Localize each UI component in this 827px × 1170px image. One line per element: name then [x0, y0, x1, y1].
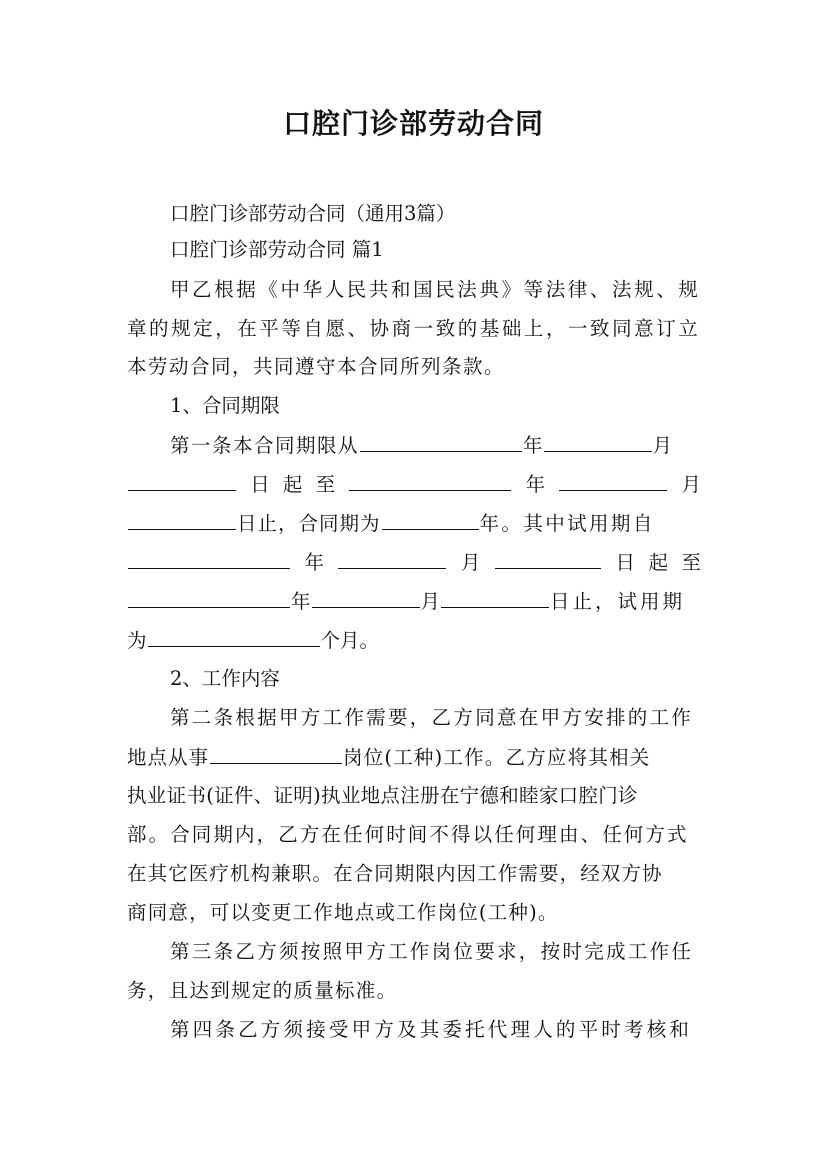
blank-start-month — [544, 427, 652, 452]
blank-end-year — [349, 466, 511, 491]
article-1-text: 日 — [250, 473, 270, 496]
blank-trial-start-day — [495, 544, 601, 569]
article-1-line-4 — [127, 544, 701, 581]
article-1-line-1 — [170, 427, 701, 464]
article-1-text: 起 — [648, 551, 668, 574]
article-1-line-6 — [127, 622, 701, 659]
blank-trial-end-year — [128, 583, 290, 608]
intro-text-1: 甲乙根据《中华人民共和国民法典》等法律、法规、规 — [170, 278, 701, 301]
article-1-text: 日止，合同期为 — [237, 512, 381, 535]
blank-trial-months — [148, 622, 320, 647]
article-2-line-3: 执业证书(证件、证明)执业地点注册在宁德和睦家口腔门诊 — [127, 784, 638, 807]
article-2-line-5: 在其它医疗机构兼职。在合同期限内因工作需要，经双方协 — [127, 862, 663, 885]
section-1-heading: 1、合同期限 — [170, 394, 280, 417]
document-title: 口腔门诊部劳动合同 — [282, 107, 544, 140]
article-2-text: 地点从事 — [127, 746, 210, 769]
blank-term-years — [382, 505, 479, 530]
article-2-text: 岗位(工种)工作。乙方应将其相关 — [343, 746, 651, 769]
blank-start-day — [128, 466, 236, 491]
document-subtitle: 口腔门诊部劳动合同（通用3篇） — [170, 202, 456, 225]
article-1-text: 为 — [127, 629, 147, 652]
article-1-text: 个月。 — [320, 629, 380, 652]
article-2-line-6: 商同意，可以变更工作地点或工作岗位(工种)。 — [127, 901, 559, 924]
article-1-line-2 — [127, 466, 701, 503]
blank-end-day — [128, 505, 236, 530]
article-1-text: 月 — [460, 551, 481, 574]
blank-position — [210, 739, 342, 764]
article-1-text: 年 — [523, 434, 543, 457]
article-1-text: 年 — [304, 551, 324, 574]
article-1-text: 月 — [420, 590, 441, 613]
blank-start-year — [360, 427, 522, 452]
article-1-text: 日 — [615, 551, 635, 574]
article-3-line-2: 务，且达到规定的质量标准。 — [127, 979, 398, 1002]
intro-line-2: 章的规定，在平等自愿、协商一致的基础上，一致同意订立 — [127, 317, 701, 340]
article-1-text: 第一条本合同期限从 — [170, 434, 360, 457]
blank-trial-end-month — [312, 583, 420, 608]
blank-trial-start-month — [338, 544, 446, 569]
blank-trial-end-day — [441, 583, 549, 608]
article-1-text: 至 — [315, 473, 336, 496]
article-1-text: 起 — [282, 473, 303, 496]
blank-trial-start-year — [128, 544, 290, 569]
article-2-line-4: 部。合同期内，乙方在任何时间不得以任何理由、任何方式 — [127, 823, 689, 846]
article-1-text: 年 — [291, 590, 311, 613]
article-2-line-2 — [127, 739, 701, 776]
article-1-line-5 — [127, 583, 701, 620]
blank-end-month — [559, 466, 667, 491]
article-2-line-1: 第二条根据甲方工作需要，乙方同意在甲方安排的工作 — [170, 706, 694, 729]
intro-line-1 — [170, 272, 701, 308]
article-1-line-3 — [127, 505, 701, 542]
article-1-text: 日止，试用期 — [550, 590, 686, 613]
article-1-text: 至 — [681, 551, 701, 574]
article-4-line-1: 第四条乙方须接受甲方及其委托代理人的平时考核和 — [170, 1018, 693, 1041]
article-1-text: 年。其中试用期自 — [479, 512, 655, 535]
intro-line-3: 本劳动合同，共同遵守本合同所列条款。 — [127, 355, 506, 378]
article-1-text: 月 — [681, 473, 701, 496]
section-2-heading: 2、工作内容 — [170, 667, 280, 690]
article-1-text: 月 — [652, 434, 673, 457]
part-heading: 口腔门诊部劳动合同 篇1 — [170, 238, 384, 261]
article-3-line-1: 第三条乙方须按照甲方工作岗位要求，按时完成工作任 — [170, 940, 694, 963]
article-1-text: 年 — [525, 473, 546, 496]
